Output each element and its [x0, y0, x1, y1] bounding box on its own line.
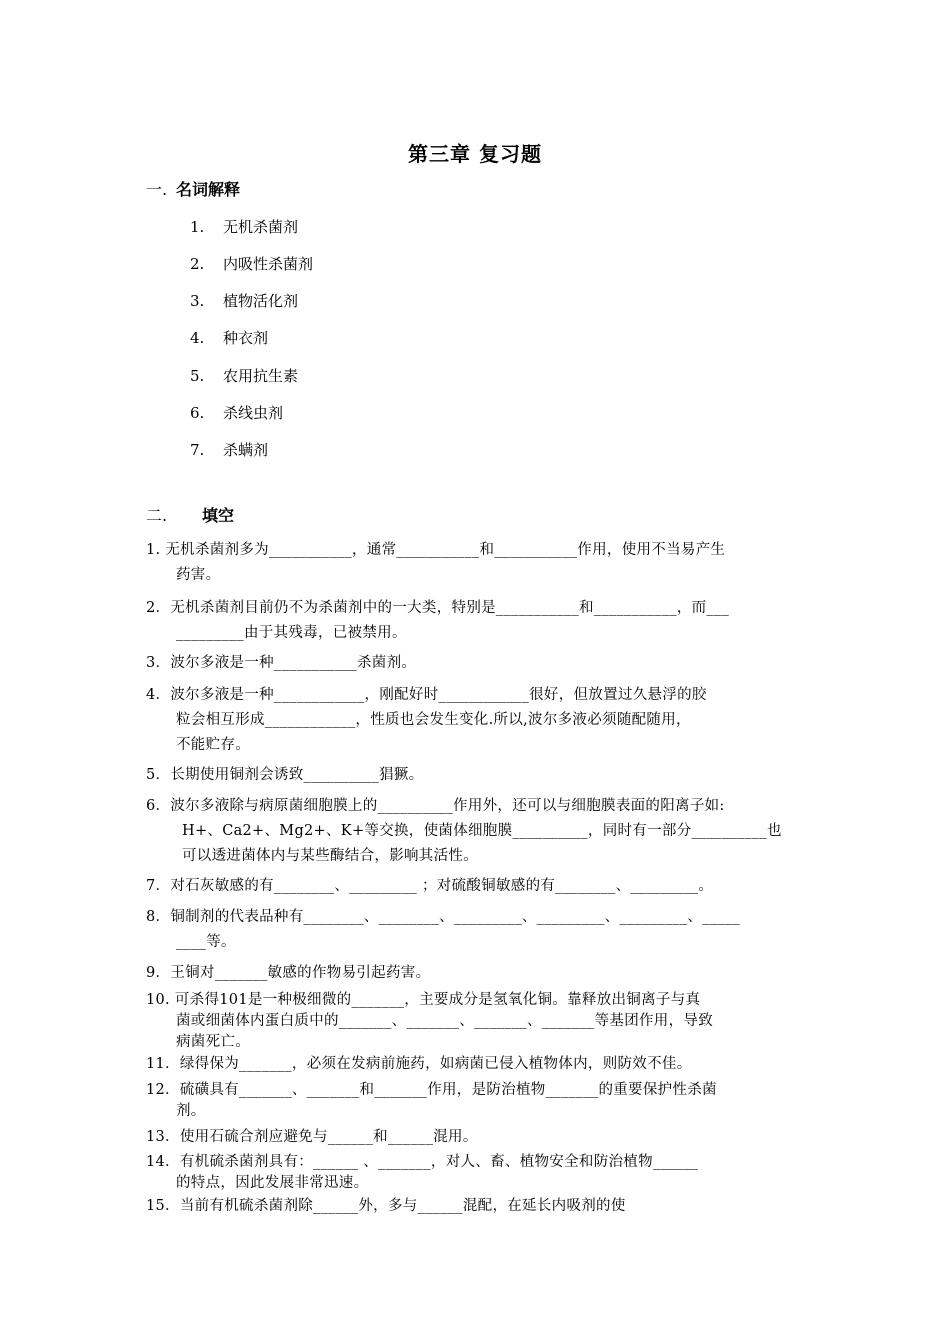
term-item	[190, 290, 298, 311]
term-text: 内吸性杀菌剂	[223, 255, 314, 273]
question-8	[146, 905, 810, 955]
section-number: 二.	[146, 506, 168, 525]
question-line: 10. 可杀得101是一种极细微的_______，主要成分是氢氧化铜。靠释放出铜离子与真	[146, 992, 701, 1008]
term-item	[190, 365, 298, 386]
question-line: 剂。	[176, 1103, 206, 1119]
question-3	[146, 651, 810, 676]
question-12	[146, 1080, 810, 1122]
question-15	[146, 1194, 810, 1219]
term-item	[190, 253, 313, 274]
question-line: 可以透进菌体内与某些酶结合，影响其活性。	[182, 848, 478, 864]
section-heading-1	[146, 177, 240, 200]
term-number: 7.	[190, 441, 205, 459]
term-text: 种衣剂	[223, 329, 269, 347]
question-7	[146, 874, 810, 899]
question-line: 药害。	[176, 567, 221, 583]
term-text: 无机杀菌剂	[223, 218, 299, 236]
question-line: 粒会相互形成____________，性质也会发生变化.所以,波尔多液必须随配随用，	[176, 712, 691, 728]
question-line: 5．长期使用铜剂会诱致__________猖獗。	[146, 767, 424, 783]
term-number: 1.	[190, 218, 205, 236]
question-line: 11．绿得保为_______，必须在发病前施药，如病菌已侵入植物体内，则防效不佳。	[146, 1056, 692, 1072]
term-item	[190, 439, 268, 460]
section-number: 一.	[146, 180, 168, 199]
term-number: 6.	[190, 404, 205, 422]
page-title: 第三章 复习题	[408, 142, 542, 166]
question-11	[146, 1052, 810, 1077]
question-line: 1. 无机杀菌剂多为___________，通常___________和___________作用，使用不当易产生	[146, 542, 726, 558]
question-line: 病菌死亡。	[176, 1034, 250, 1050]
question-line: 13．使用石硫合剂应避免与______和______混用。	[146, 1129, 478, 1145]
section-label: 名词解释	[176, 180, 241, 199]
term-number: 4.	[190, 329, 205, 347]
question-5	[146, 763, 810, 788]
question-line: H+、Ca2+、Mg2+、K+等交换，使菌体细胞膜__________，同时有一部分__________也	[182, 823, 782, 839]
term-text: 农用抗生素	[223, 367, 299, 385]
term-text: 杀线虫剂	[223, 404, 284, 422]
term-item	[190, 216, 298, 237]
term-item	[190, 327, 268, 348]
question-13	[146, 1125, 810, 1150]
question-14	[146, 1152, 810, 1194]
question-line: 6．波尔多液除与病原菌细胞膜上的__________作用外，还可以与细胞膜表面的阳离子如:	[146, 798, 725, 814]
question-2	[146, 596, 810, 646]
question-line: 15．当前有机硫杀菌剂除______外，多与______混配，在延长内吸剂的使	[146, 1198, 626, 1214]
question-line: 的特点，因此发展非常迅速。	[176, 1175, 369, 1191]
question-line: 菌或细菌体内蛋白质中的_______、_______、_______、_______等基团作用，导致	[176, 1013, 713, 1029]
question-6	[146, 794, 810, 869]
question-line: 4．波尔多液是一种____________，刚配好时____________很好，但放置过久悬浮的胶	[146, 687, 707, 703]
question-10	[146, 990, 810, 1053]
section-heading-2	[146, 503, 234, 526]
term-number: 5.	[190, 367, 205, 385]
question-4	[146, 683, 810, 758]
question-1	[146, 538, 810, 588]
question-line: 8．铜制剂的代表品种有________、________、_________、_________、_________、_____	[146, 909, 740, 925]
question-line: 2．无机杀菌剂目前仍不为杀菌剂中的一大类，特别是___________和___________，而___	[146, 600, 730, 616]
question-line: 12．硫磺具有_______、_______和_______作用，是防治植物_______的重要保护性杀菌	[146, 1082, 717, 1098]
term-number: 3.	[190, 292, 205, 310]
question-line: ____等。	[176, 934, 236, 950]
question-line: 14．有机硫杀菌剂具有：______ 、_______，对人、畜、植物安全和防治植物______	[146, 1154, 699, 1170]
term-text: 杀螨剂	[223, 441, 269, 459]
question-line: 9．王铜对_______敏感的作物易引起药害。	[146, 965, 431, 981]
section-label: 填空	[202, 506, 235, 525]
question-9	[146, 961, 810, 986]
term-text: 植物活化剂	[223, 292, 299, 310]
question-line: 3．波尔多液是一种___________杀菌剂。	[146, 655, 417, 671]
question-line: _________由于其残毒，已被禁用。	[176, 625, 407, 641]
term-number: 2.	[190, 255, 205, 273]
term-item	[190, 402, 283, 423]
question-line: 7．对石灰敏感的有________、_________ ；对硫酸铜敏感的有________、_________。	[146, 878, 714, 894]
question-line: 不能贮存。	[176, 737, 250, 753]
